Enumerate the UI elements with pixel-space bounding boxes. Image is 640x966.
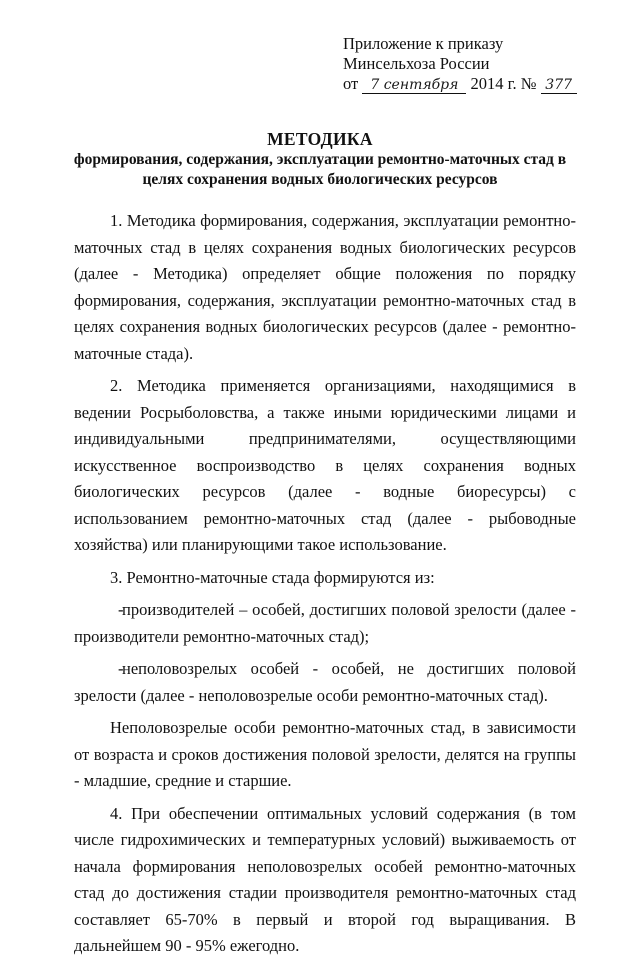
- handwritten-order-number: 377: [541, 77, 577, 94]
- handwritten-date: 7 сентября: [362, 77, 466, 94]
- appendix-line-1: Приложение к приказу: [343, 34, 504, 53]
- title-subtitle-line-1: формирования, содержания, эксплуатации ремонтно-маточных стад в: [73, 151, 567, 168]
- paragraph-4: 4. При обеспечении оптимальных условий содержания (в том числе гидрохимических и температурных условий) выживаемость от начала формирования неполовозрелых особей ремонтно-маточных стад до достижения стадии производителя ремонтно-маточных стад составляет 65-70% в первый и второй год выращивания. В дальнейшем 90 - 95% ежегодно.: [74, 803, 576, 955]
- appendix-line-2: Минсельхоза России: [343, 54, 490, 73]
- paragraph-3: 3. Ремонтно-маточные стада формируются из:: [110, 567, 435, 587]
- appendix-date-line: [343, 74, 577, 94]
- title-main: МЕТОДИКА: [267, 129, 373, 149]
- paragraph-2: 2. Методика применяется организациями, находящимися в ведении Росрыболовства, а также иными юридическими лицами и индивидуальными предпринимателями, осуществляющими искусственное воспроизводство в целях сохранения водных биологических ресурсов (далее - водные биоресурсы) с использованием ремонтно-маточных стад (далее - рыбоводные хозяйства) или планирующими такое использование.: [74, 376, 576, 554]
- title-subtitle-line-2: целях сохранения водных биологических ресурсов: [142, 171, 498, 188]
- paragraph-1: 1. Методика формирования, содержания, эксплуатации ремонтно-маточных стад в целях сохранения водных биологических ресурсов (далее - Методика) определяет общие положения по порядку формирования, содержания, эксплуатации ремонтно-маточных стад в целях сохранения водных биологических ресурсов (далее - ремонтно-маточные стада).: [74, 211, 576, 363]
- list-item-text: неполовозрелых особей - особей, не достигших половой зрелости (далее - неполовозрелые особи ремонтно-маточных стад).: [74, 659, 576, 705]
- list-item-text: производителей – особей, достигших половой зрелости (далее - производители ремонтно-маточных стад);: [74, 600, 576, 646]
- list-item: [74, 656, 576, 709]
- appendix-header: [343, 34, 577, 94]
- date-prefix: от: [343, 74, 359, 93]
- year-number-label: 2014 г. №: [470, 74, 537, 93]
- list-item: [74, 597, 576, 650]
- document-body: [74, 208, 576, 966]
- list-dash: -: [118, 659, 124, 678]
- document-title: [0, 128, 640, 190]
- list-dash: -: [118, 600, 124, 619]
- paragraph-groups: Неполовозрелые особи ремонтно-маточных стад, в зависимости от возраста и сроков достижения половой зрелости, делятся на группы - младшие, средние и старшие.: [74, 718, 576, 790]
